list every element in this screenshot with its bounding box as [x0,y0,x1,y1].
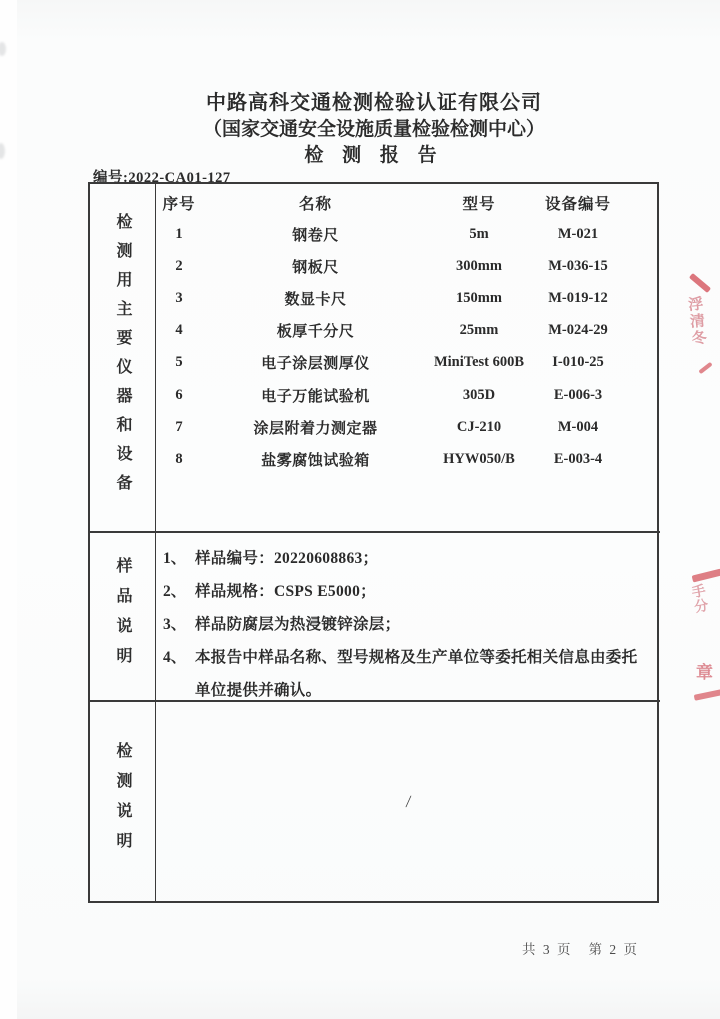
table-row [156,443,627,475]
cell-model: 5m [469,225,489,242]
current-page: 第 2 页 [588,942,639,957]
seal-stroke [692,568,720,582]
report-number: 编号:2022-CA01-127 [93,170,231,186]
column-header-equip-no: 设备编号 [544,195,611,213]
item-number: 2、 [163,583,187,600]
item-number: 4、 [163,649,187,666]
cell-name: 数显卡尺 [284,291,347,308]
seal-stroke [698,362,712,374]
table-row [156,315,627,347]
list-item [159,641,646,707]
cell-equip-no: I-010-25 [552,354,604,371]
cell-model: 300mm [456,257,502,274]
column-header-name: 名称 [298,195,332,213]
cell-equip-no: M-024-29 [548,322,608,339]
list-item [159,575,646,608]
cell-model: HYW050/B [443,450,515,467]
cell-equip-no: M-021 [557,225,599,242]
seal-character: 章 [696,663,713,682]
seal-glyphs: 手分 [688,582,709,615]
column-header-seq: 序号 [162,195,196,213]
report-header [88,90,660,169]
cell-equip-no: E-003-4 [553,450,603,467]
sample-stub-label: 样品说明 [114,556,131,677]
cell-seq: 5 [175,354,183,371]
company-name: 中路高科交通检测检验认证有限公司 [206,92,542,114]
cell-name: 涂层附着力测定器 [253,420,378,437]
cell-seq: 7 [175,418,183,435]
cell-seq: 3 [175,289,183,306]
cell-name: 钢卷尺 [292,227,339,244]
cell-model: 25mm [459,322,499,339]
cell-equip-no: M-004 [557,418,599,435]
cell-name: 板厚千分尺 [276,324,355,341]
cell-name: 钢板尺 [292,259,339,276]
column-header-model: 型号 [462,195,496,213]
cell-equip-no: M-019-12 [548,289,608,306]
cell-model: MiniTest 600B [433,354,525,371]
cell-name: 盐雾腐蚀试验箱 [261,452,370,469]
test-description [156,702,660,901]
item-text: 样品编号：20220608863； [195,550,379,567]
equipment-table [156,184,660,533]
table-row [156,250,627,282]
equipment-table-header [156,187,627,218]
item-text: 样品规格：CSPS E5000； [195,583,376,600]
seal-stroke [694,689,720,701]
list-item [159,542,646,575]
page-footer [522,938,639,958]
item-text: 样品防腐层为热浸镀锌涂层； [195,616,401,633]
red-seal-fragment-bottom [668,564,720,704]
test-section-stub [90,702,156,901]
equipment-stub-label: 检测用主要仪器和设备 [114,212,131,503]
table-row [156,282,627,314]
test-stub-label: 检测说明 [114,741,131,862]
cell-seq: 4 [175,322,183,339]
table-row [156,347,627,379]
seal-stroke [689,273,711,293]
report-table [88,182,659,903]
table-row [156,218,627,250]
seal-glyphs: 浮清冬 [685,295,707,348]
cell-name: 电子涂层测厚仪 [261,356,370,373]
cell-seq: 6 [175,386,183,403]
item-text: 本报告中样品名称、型号规格及生产单位等委托相关信息由委托单位提供并确认。 [195,649,638,699]
cell-name: 电子万能试验机 [261,388,370,405]
cell-seq: 8 [175,450,183,467]
total-pages: 共 3 页 [522,942,573,957]
report-title: 检 测 报 告 [304,145,444,166]
cell-equip-no: E-006-3 [553,386,603,403]
table-row [156,379,627,411]
cell-model: 305D [462,386,496,403]
item-number: 3、 [163,616,187,633]
center-name: （国家交通安全设施质量检验检测中心） [202,119,545,140]
equipment-section-stub [90,184,156,533]
sample-section-stub [90,533,156,702]
list-item [159,608,646,641]
item-number: 1、 [163,550,187,567]
cell-equip-no: M-036-15 [548,257,608,274]
cell-model: CJ-210 [456,418,502,435]
cell-seq: 1 [175,225,183,242]
cell-seq: 2 [175,257,183,274]
sample-description [156,533,660,702]
not-applicable-slash: / [404,791,412,811]
red-seal-fragment-top [672,268,720,374]
table-row [156,411,627,443]
cell-model: 150mm [456,289,502,306]
